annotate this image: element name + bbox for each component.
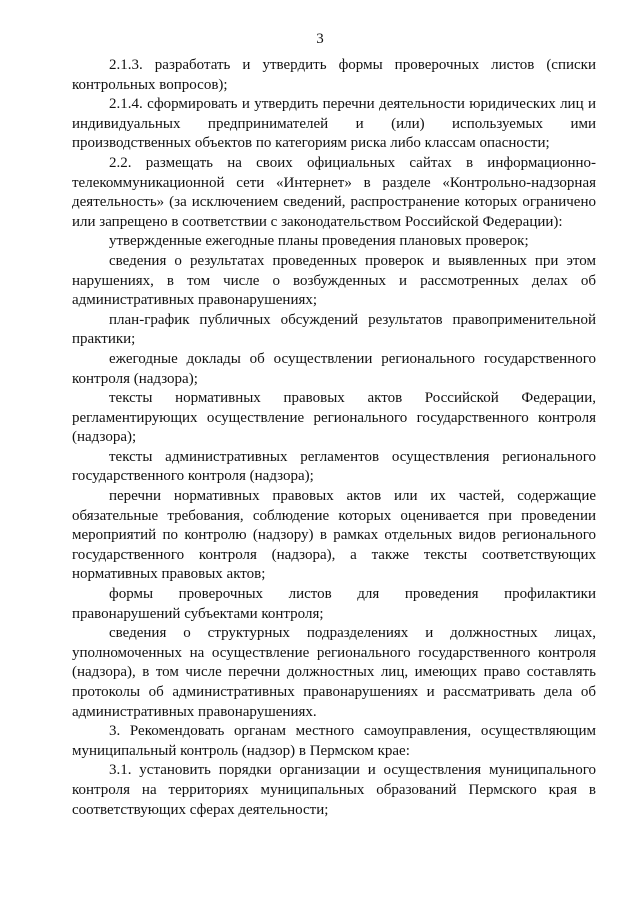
list-item-checklist-forms: формы проверочных листов для проведения профилактики правонарушений субъектами контроля;: [72, 586, 596, 622]
list-item-federal-acts: тексты нормативных правовых актов Российской Федерации, регламентирующих осуществление регионального государственного контроля (надзора);: [72, 390, 596, 446]
paragraph-2-2: 2.2. размещать на своих официальных сайтах в информационно-телекоммуникационной сети «Интернет» в разделе «Контрольно-надзорная деятельность» (за исключением сведений, распространение которых ограничено или запрещено в соответствии с законодательством Российской Федерации):: [72, 154, 596, 230]
list-item-administrative-regulations: тексты административных регламентов осуществления регионального государственного контроля (надзора);: [72, 448, 596, 485]
list-item-public-discussions: план-график публичных обсуждений результатов правоприменительной практики;: [72, 311, 596, 348]
paragraph-2-1-4: 2.1.4. сформировать и утвердить перечни деятельности юридических лиц и индивидуальных предпринимателей и (или) используемых ими производственных объектов по категориям риска либо классам опасности;: [72, 96, 596, 152]
list-item-mandatory-requirements: перечни нормативных правовых актов или их частей, содержащие обязательные требования, соблюдение которых оценивается при проведении мероприятий по контролю (надзору) в рамках отдельных видов регионального государственного контроля (надзора), а также тексты соответствующих нормативных правовых актов;: [72, 488, 596, 583]
list-item-inspection-results: сведения о результатах проведенных проверок и выявленных при этом нарушениях, в том числе о возбужденных и рассмотренных делах об административных правонарушениях;: [72, 252, 596, 309]
paragraph-3-1: 3.1. установить порядки организации и осуществления муниципального контроля на территориях муниципальных образований Пермского края в соответствующих сферах деятельности;: [72, 762, 596, 818]
paragraph-3: 3. Рекомендовать органам местного самоуправления, осуществляющим муниципальный контроль (надзор) в Пермском крае:: [72, 723, 596, 759]
page-number: 3: [316, 31, 324, 47]
list-item-annual-reports: ежегодные доклады об осуществлении регионального государственного контроля (надзора);: [72, 350, 596, 387]
list-item-structural-units: сведения о структурных подразделениях и должностных лицах, уполномоченных на осуществление регионального государственного контроля (надзора), в том числе перечни должностных лиц, имеющих право составлять протоколы об административных правонарушениях и рассматривать дела об административных правонарушениях.: [72, 625, 596, 720]
list-item-annual-plans: утвержденные ежегодные планы проведения плановых проверок;: [109, 233, 529, 250]
document-body: [72, 56, 596, 820]
paragraph-2-1-3: 2.1.3. разработать и утвердить формы проверочных листов (списки контрольных вопросов);: [72, 57, 596, 93]
